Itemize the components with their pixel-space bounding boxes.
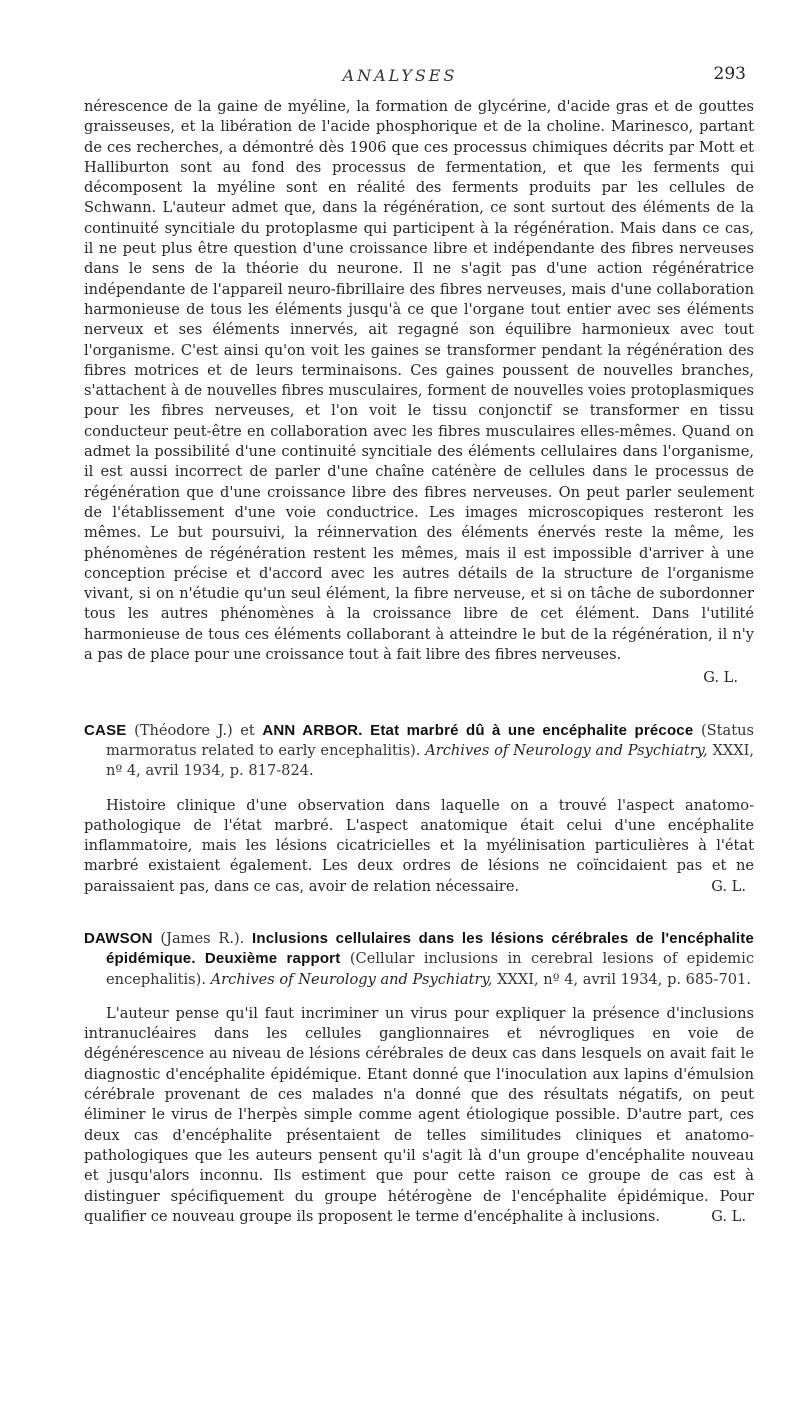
- author-surname: CASE: [84, 721, 127, 739]
- journal-name: Archives of Neurology and Psychiatry,: [210, 970, 493, 988]
- review-body: [84, 796, 754, 897]
- article-title-en: (Status marmoratus related to early encephalitis).: [106, 721, 754, 759]
- author-connector: et: [240, 721, 255, 739]
- review-body: [84, 1004, 754, 1227]
- review-text: Histoire clinique d'une observation dans laquelle on a trouvé l'aspect anatomo-pathologique de l'état marbré. L'aspect anatomique était celui d'une encéphalite inflammatoire, mais les lésions cicatricielles et la myélinisation particulières à l'état marbré existaient également. Les deux ordres de lésions ne coïncidaient pas et ne paraissaient pas, dans ce cas, avoir de relation nécessaire.: [84, 796, 754, 895]
- running-head: [0, 64, 800, 90]
- review-entry-dawson: [84, 929, 754, 1227]
- review-signature: G. L.: [703, 669, 738, 687]
- article-title-fr: Etat marbré dû à une encéphalite précoce: [370, 721, 694, 739]
- review-text: L'auteur pense qu'il faut incriminer un virus pour expliquer la présence d'inclusions intranucléaires dans les cellules ganglionnaires et névrogliques en voie de dégénérescence au niveau de lésions cérébrales de deux cas dans lesquels on avait fait le diagnostic d'encéphalite épidémique. Etant donné que l'inoculation aux lapins d'émulsion cérébrale provenant de ces malades n'a donné que des résultats négatifs, on peut éliminer le virus de l'herpès simple comme agent étiologique possible. D'autre part, ces deux cas d'encéphalite présentaient de telles similitudes cliniques et anatomo-pathologiques que les auteurs pensent qu'il s'agit là d'un groupe d'encéphalite nouveau et jusqu'alors inconnu. Ils estiment que pour cette raison ce groupe de cas est à distinguer spécifiquement du groupe hétérogène de l'encéphalite épidémique. Pour qualifier ce nouveau groupe ils proposent le terme d'encéphalite à inclusions.: [84, 1004, 754, 1225]
- author-surname: DAWSON: [84, 929, 153, 947]
- continued-review: [84, 97, 754, 689]
- coauthor: ANN ARBOR.: [262, 721, 363, 739]
- author-first-name: (James R.).: [160, 929, 245, 947]
- bibliographic-header: [84, 929, 754, 990]
- journal-name: Archives of Neurology and Psychiatry,: [425, 741, 708, 759]
- review-signature: G. L.: [711, 877, 746, 895]
- author-first-name: (Théodore J.): [134, 721, 233, 739]
- bibliographic-header: [84, 721, 754, 782]
- page-number: 293: [713, 64, 746, 84]
- citation-details: XXXI, nº 4, avril 1934, p. 685-701.: [497, 970, 751, 988]
- page-body: [84, 97, 754, 1227]
- article-title-fr: Inclusions cellulaires dans les lésions cérébrales de l'encéphalite épidémique. Deuxième rapport: [106, 929, 755, 968]
- article-title-en: (Cellular inclusions in cerebral lesions of epidemic encephalitis).: [106, 950, 754, 988]
- running-title: ANALYSES: [342, 66, 458, 85]
- continued-paragraph: nérescence de la gaine de myéline, la formation de glycérine, d'acide gras et de gouttes graisseuses, et la libération de l'acide phosphorique et de la choline. Marinesco, partant de ces recherches, a démontré dès 1906 que ces processus chimiques décrits par Mott et Halliburton sont au fond des processus de fermentation, et que les ferments qui décomposent la myéline sont en réalité des ferments produits par les cellules de Schwann. L'auteur admet que, dans la régénération, ce sont surtout des éléments de la continuité syncitiale du protoplasme qui participent à la régénération. Mais dans ce cas, il ne peut plus être question d'une croissance libre et indépendante des fibres nerveuses dans le sens de la théorie du neurone. Il ne s'agit pas d'une action régénératrice indépendante de l'appareil neuro-fibrillaire des fibres nerveuses, mais d'une collaboration harmonieuse de tous les éléments jusqu'à ce que l'organe tout entier avec ses éléments nerveux et ses éléments innervés, ait regagné son équilibre harmonieux avec tout l'organisme. C'est ainsi qu'on voit les gaines se transformer pendant la régénération des fibres motrices et de leurs terminaisons. Ces gaines poussent de nouvelles branches, s'attachent à de nouvelles fibres musculaires, forment de nouvelles voies protoplasmiques pour les fibres nerveuses, et l'on voit le tissu conjonctif se transformer en tissu conducteur peut-être en collaboration avec les fibres musculaires elles-mêmes. Quand on admet la possibilité d'une continuité syncitiale des éléments cellulaires dans l'organisme, il est aussi incorrect de parler d'une chaîne caténère de cellules dans le processus de régénération que d'une croissance libre des fibres nerveuses. On peut parler seulement de l'établissement d'une voie conductrice. Les images microscopiques resteront les mêmes. Le but poursuivi, la réinnervation des éléments énervés reste la même, les phénomènes de régénération restent les mêmes, mais il est impossible d'arriver à une conception précise et d'accord avec les autres détails de la structure de l'organisme vivant, si on n'étudie qu'un seul élément, la fibre nerveuse, et si on tâche de subordonner tous les autres phénomènes à la croissance libre de cet élément. Dans l'utilité harmonieuse de tous ces éléments collaborant à atteindre le but de la régénération, il n'y a pas de place pour une croissance tout à fait libre des fibres nerveuses.: [84, 98, 754, 664]
- citation-details: XXXI, nº 4, avril 1934, p. 817-824.: [106, 741, 755, 780]
- review-signature: G. L.: [711, 1207, 746, 1225]
- review-entry-case: [84, 721, 754, 897]
